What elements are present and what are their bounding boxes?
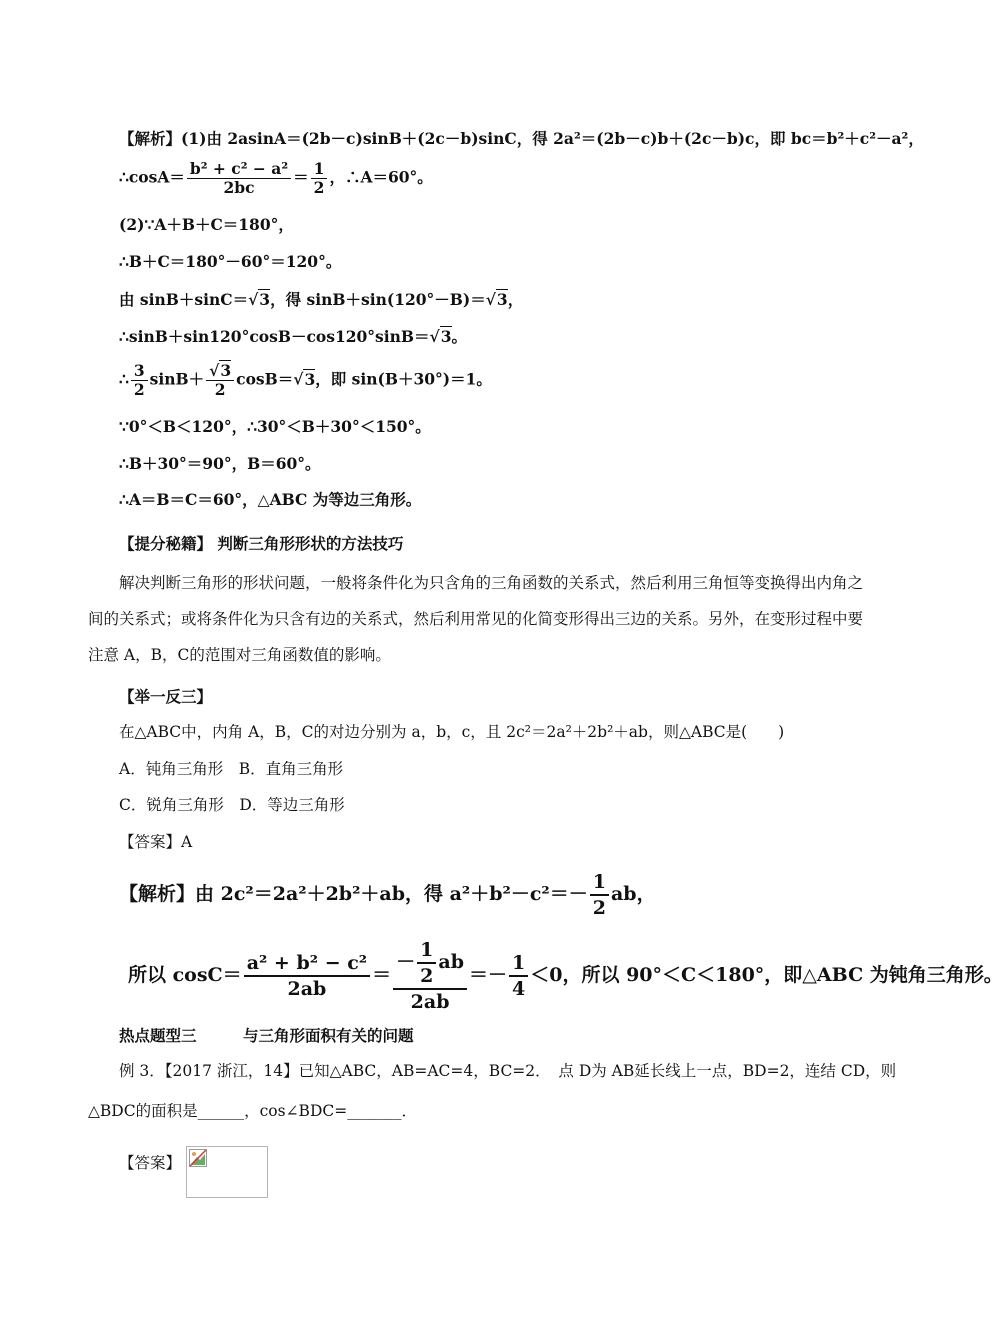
text-segment: ， xyxy=(507,290,524,309)
fraction-denominator: 2 xyxy=(131,380,148,399)
fraction-numerator: 1 xyxy=(512,952,526,974)
sqrt-argument: 3 xyxy=(440,327,452,346)
sqrt-argument: 3 xyxy=(259,290,271,309)
text-segment: 由 sinB＋sinC＝ xyxy=(119,290,249,309)
equals-sign: ＝－ xyxy=(469,964,508,986)
section3-heading: 热点题型三 与三角形面积有关的问题 xyxy=(119,1026,414,1045)
tips-heading: 【提分秘籍】 判断三角形形状的方法技巧 xyxy=(119,534,404,553)
fraction-numerator: 1 xyxy=(592,871,606,893)
text-segment: sinB＋ xyxy=(149,369,205,389)
fraction-numerator: 1 xyxy=(420,939,434,961)
half-fraction xyxy=(590,870,609,920)
fraction-denominator: 2 xyxy=(206,380,234,399)
cos-a-label: ∴cosA＝ xyxy=(119,167,185,187)
fraction-denominator: 4 xyxy=(509,975,528,1001)
fraction-numerator: b² + c² − a² xyxy=(189,159,289,178)
fraction-denominator: 2ab xyxy=(244,975,370,1001)
equals-sign: ＝ xyxy=(372,964,392,986)
text-segment: ，得 sinB＋sin(120°－B)＝ xyxy=(270,290,486,309)
analysis-line-6: ∴sinB＋sin120°cosB－cos120°sinB＝√3。 xyxy=(119,327,468,346)
text-segment: cosB＝ xyxy=(236,369,294,389)
half-fraction xyxy=(311,160,328,197)
inner-half-fraction xyxy=(417,938,436,988)
sqrt-argument: 3 xyxy=(304,369,316,389)
analysis2-line-1 xyxy=(119,870,656,920)
analysis-line-8: ∵0°＜B＜120°，∴30°＜B＋30°＜150°。 xyxy=(119,417,431,436)
example-heading: 【举一反三】 xyxy=(119,687,213,706)
analysis-line-1: 【解析】(1)由 2asinA＝(2b－c)sinB＋(2c－b)sinC，得 2a²＝(2b－c)b＋(2c－b)c，即 bc＝b²＋c²－a²， xyxy=(119,129,924,148)
equals-sign: ＝ xyxy=(293,167,309,187)
options-row-1: A．钝角三角形 B．直角三角形 xyxy=(119,760,344,778)
quarter-fraction xyxy=(509,951,528,1001)
analysis2-line-2 xyxy=(128,938,1003,1014)
three-halves-fraction xyxy=(131,362,148,399)
fraction-denominator: 2 xyxy=(417,962,436,988)
text-segment: 所以 cosC＝ xyxy=(128,964,242,986)
text-segment: ，即 sin(B＋30°)＝1。 xyxy=(315,369,492,389)
angle-a-result: ，∴A＝60°。 xyxy=(329,167,433,187)
analysis-line-10: ∴A＝B＝C＝60°，△ABC 为等边三角形。 xyxy=(119,490,422,509)
example3-line-1: 例 3．【2017 浙江，14】已知△ABC，AB=AC=4，BC=2． 点 D为 AB延长线上一点，BD=2，连结 CD，则 xyxy=(119,1062,897,1080)
text-segment: ∴sinB＋sin120°cosB－cos120°sinB＝ xyxy=(119,327,430,346)
text-segment: ＜0，所以 90°＜C＜180°，即△ABC 为钝角三角形。 xyxy=(530,964,1003,986)
fraction-numerator: √3 xyxy=(209,361,232,380)
fraction-numerator: 3 xyxy=(133,361,145,380)
sqrt-argument: 3 xyxy=(496,290,508,309)
example3-answer: 【答案】 xyxy=(119,1154,182,1172)
text-segment: ab xyxy=(438,951,464,973)
text-segment: ∴ xyxy=(119,369,129,389)
analysis-line-7: ∴ $\frac{3}{2}$ sinB＋ $\frac{√3}{2}$ cosB＝√3，即 sin(B＋30°)＝1。 xyxy=(119,361,492,399)
root3-halves-fraction xyxy=(206,362,234,399)
options-row-2: C．锐角三角形 D．等边三角形 xyxy=(119,796,345,814)
sqrt-argument: 3 xyxy=(220,361,232,380)
analysis-line-5: 由 sinB＋sinC＝√3，得 sinB＋sin(120°－B)＝√3， xyxy=(119,290,524,309)
text-segment: 【解析】由 2c²＝2a²＋2b²＋ab，得 a²＋b²－c²＝－ xyxy=(119,883,588,905)
analysis-line-9: ∴B＋30°＝90°，B＝60°。 xyxy=(119,454,321,473)
fraction-denominator: 2 xyxy=(590,894,609,920)
cos-a-fraction xyxy=(187,160,291,197)
nested-fraction xyxy=(393,938,467,1014)
example3-line-2: △BDC的面积是______，cos∠BDC=_______． xyxy=(88,1102,417,1120)
fraction-denominator: 2bc xyxy=(187,178,291,197)
text-segment: ab， xyxy=(610,883,656,905)
fraction-numerator: a² + b² − c² xyxy=(246,952,368,974)
cos-c-fraction xyxy=(244,951,370,1001)
analysis-line-4: ∴B＋C＝180°－60°＝120°。 xyxy=(119,252,342,271)
fraction-numerator: 1 xyxy=(313,159,325,178)
analysis-line-2 xyxy=(119,160,433,197)
fraction-denominator: 2 xyxy=(311,178,328,197)
fraction-denominator: 2ab xyxy=(393,988,467,1014)
tips-paragraph: 解决判断三角形的形状问题，一般将条件化为只含角的三角函数的关系式，然后利用三角恒等变换得出内角之间的关系式；或将条件化为只含有边的关系式，然后利用常见的化简变形得出三边的关系。另外，在变形过程中要注意 A，B，C的范围对三角函数值的影响。 xyxy=(88,574,864,664)
fraction-numerator: － $\frac{1}{2}$ ab xyxy=(396,939,464,987)
text-segment: 。 xyxy=(451,327,468,346)
broken-image-placeholder xyxy=(186,1146,268,1198)
broken-image-icon xyxy=(189,1149,207,1167)
analysis-line-3: (2)∵A＋B＋C＝180°， xyxy=(119,215,294,234)
example-answer: 【答案】A xyxy=(119,833,193,851)
example-question: 在△ABC中，内角 A，B，C的对边分别为 a，b，c，且 2c²＝2a²＋2b²＋ab，则△ABC是( ) xyxy=(119,723,785,741)
